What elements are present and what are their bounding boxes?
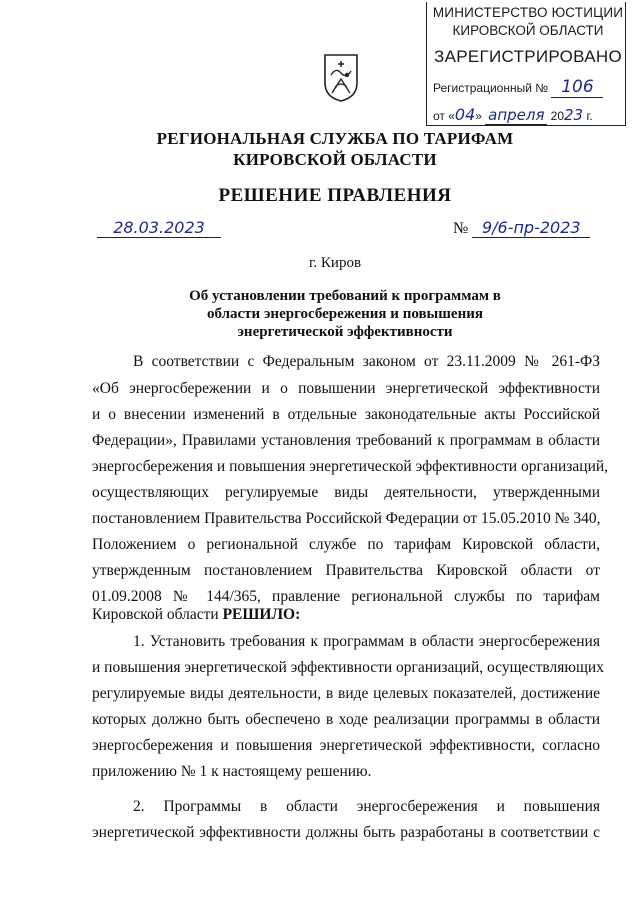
- subject-line3: энергетической эффективности: [237, 324, 453, 340]
- stamp-reg-label: Регистрационный №: [433, 81, 549, 95]
- body-line: энергетической эффективности должны быть разработаны в соответствии с: [92, 824, 600, 841]
- body-line: Федерации», Правилами установления требований к программам в области: [92, 432, 600, 449]
- subject-line1: Об установлении требований к программам в: [189, 288, 501, 304]
- body-line: приложению № 1 к настоящему решению.: [92, 763, 372, 780]
- city: г. Киров: [308, 255, 362, 271]
- stamp-reg-row: [433, 77, 603, 98]
- registration-stamp: [426, 2, 626, 127]
- body-line: осуществляющих регулируемые виды деятельности, утвержденными: [92, 484, 600, 501]
- decision-title: РЕШЕНИЕ ПРАВЛЕНИЯ: [218, 185, 452, 206]
- body-line: и повышения энергетической эффективности организаций, осуществляющих: [92, 659, 604, 676]
- decision-number: 9/6-пр-2023: [472, 218, 590, 238]
- org-name-line2: КИРОВСКОЙ ОБЛАСТИ: [233, 150, 437, 169]
- body-line: энергосбережения и повышения энергетической эффективности организаций,: [92, 458, 609, 475]
- coat-of-arms-icon: [323, 53, 359, 103]
- body-line: «Об энергосбережении и о повышении энергетической эффективности: [92, 380, 600, 397]
- body-line: и о внесении изменений в отдельные законодательные акты Российской: [92, 406, 600, 423]
- body-line: которых должно быть обеспечено в ходе реализации программы в области: [92, 711, 600, 728]
- body-line: регулируемые виды деятельности, в виде целевых показателей, достижение: [92, 685, 600, 702]
- stamp-ministry-line1: МИНИСТЕРСТВО ЮСТИЦИИ: [432, 5, 624, 20]
- stamp-date-year-suffix: 23: [564, 106, 584, 124]
- org-name-line1: РЕГИОНАЛЬНАЯ СЛУЖБА ПО ТАРИФАМ: [156, 129, 514, 148]
- body-line: 01.09.2008 № 144/365, правление региональной службы по тарифам: [92, 588, 600, 605]
- stamp-date-month: апреля: [485, 106, 547, 125]
- stamp-reg-number: 106: [551, 77, 603, 98]
- stamp-date-quote: »: [475, 109, 482, 123]
- body-line: утвержденным постановлением Правительства Кировской области от: [92, 562, 600, 579]
- body-line: 2. Программы в области энергосбережения и повышения: [133, 798, 600, 815]
- stamp-date-year-unit: г.: [586, 109, 593, 123]
- decision-number-field: [453, 218, 590, 238]
- stamp-date-row: [433, 105, 593, 125]
- body-text: Кировской области: [92, 606, 219, 623]
- stamp-date-prefix: от «: [433, 109, 455, 123]
- decision-date: 28.03.2023: [97, 218, 221, 238]
- stamp-date-year-prefix: 20: [550, 109, 565, 123]
- body-line: 1. Установить требования к программам в области энергосбережения: [133, 633, 600, 650]
- stamp-registered: ЗАРЕГИСТРИРОВАНО: [434, 47, 622, 66]
- body-line: энергосбережения и повышения энергетической эффективности, согласно: [92, 737, 600, 754]
- stamp-ministry-line2: КИРОВСКОЙ ОБЛАСТИ: [452, 23, 604, 38]
- decision-date-field: [97, 218, 221, 238]
- body-line-final: [92, 607, 600, 623]
- resolved-word: РЕШИЛО:: [222, 606, 301, 623]
- body-line: В соответствии с Федеральным законом от 23.11.2009 № 261-ФЗ: [133, 353, 600, 370]
- body-line: Положением о региональной службе по тарифам Кировской области,: [92, 536, 600, 553]
- number-sign: №: [453, 220, 469, 237]
- body-line: постановлением Правительства Российской Федерации от 15.05.2010 № 340,: [92, 510, 601, 527]
- subject-line2: области энергосбережения и повышения: [206, 306, 483, 322]
- stamp-date-day: 04: [454, 105, 476, 124]
